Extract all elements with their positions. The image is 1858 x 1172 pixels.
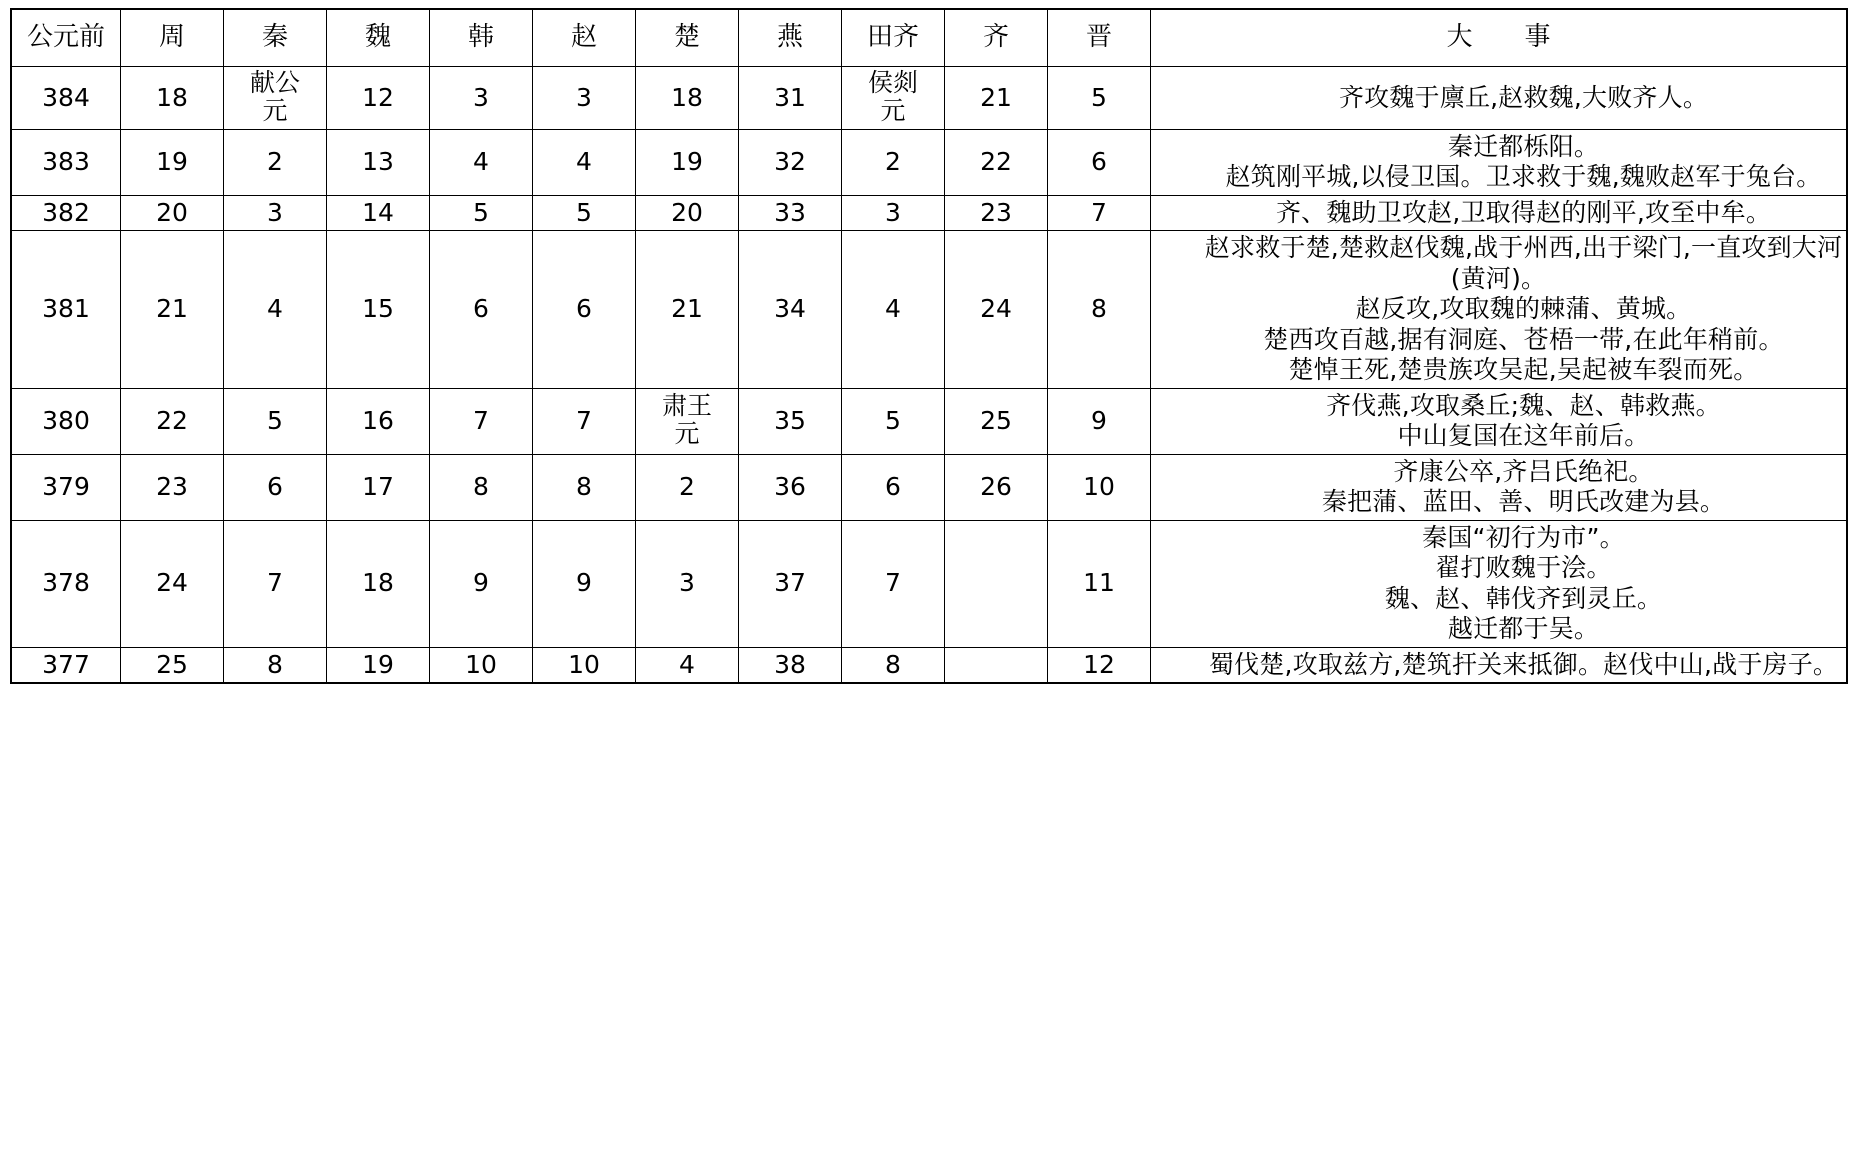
- cell-jin: 7: [1048, 195, 1151, 231]
- cell-zhou: 19: [121, 129, 224, 195]
- event-line: 越迁都于吴。: [1447, 614, 1600, 643]
- chronology-table: [10, 8, 1848, 684]
- cell-zhao: 8: [533, 454, 636, 520]
- cell-qi: [945, 520, 1048, 647]
- table-row: [11, 520, 1847, 647]
- cell-wei: 19: [327, 647, 430, 683]
- cell-jin: 8: [1048, 231, 1151, 389]
- cell-wei: 16: [327, 388, 430, 454]
- cell-han: 8: [430, 454, 533, 520]
- event-line: 齐伐燕,攻取桑丘;魏、赵、韩救燕。: [1326, 390, 1721, 420]
- cell-zhao: 3: [533, 67, 636, 130]
- cell-qin: 7: [224, 520, 327, 647]
- cell-zhou: 21: [121, 231, 224, 389]
- cell-zhou: 24: [121, 520, 224, 647]
- cell-chu: 4: [636, 647, 739, 683]
- cell-events: [1151, 454, 1848, 520]
- table-row: [11, 647, 1847, 683]
- cell-jin: 5: [1048, 67, 1151, 130]
- event-line: 秦把蒲、蓝田、善、明氏改建为县。: [1321, 487, 1726, 516]
- cell-yan: 38: [739, 647, 842, 683]
- table-row: [11, 129, 1847, 195]
- cell-events: [1151, 520, 1848, 647]
- table-row: [11, 67, 1847, 130]
- column-header-qin: 秦: [224, 9, 327, 67]
- cell-qin: 8: [224, 647, 327, 683]
- column-header-wei: 魏: [327, 9, 430, 67]
- header-row: [11, 9, 1847, 67]
- table-body: [11, 67, 1847, 684]
- cell-events: [1151, 129, 1848, 195]
- column-header-zhou: 周: [121, 9, 224, 67]
- event-line: 蜀伐楚,攻取兹方,楚筑扞关来抵御。赵伐中山,战于房子。: [1208, 649, 1839, 679]
- table-row: [11, 231, 1847, 389]
- cell-wei: 15: [327, 231, 430, 389]
- column-header-zhao: 赵: [533, 9, 636, 67]
- cell-wei: 18: [327, 520, 430, 647]
- cell-events: [1151, 67, 1848, 130]
- cell-han: 3: [430, 67, 533, 130]
- cell-events: [1151, 195, 1848, 231]
- cell-zhao: 6: [533, 231, 636, 389]
- event-line: 魏、赵、韩伐齐到灵丘。: [1384, 583, 1663, 613]
- cell-jin: 6: [1048, 129, 1151, 195]
- event-line: 齐、魏助卫攻赵,卫取得赵的刚平,攻至中牟。: [1275, 197, 1772, 227]
- cell-han: 4: [430, 129, 533, 195]
- column-header-han: 韩: [430, 9, 533, 67]
- event-line: 中山复国在这年前后。: [1397, 421, 1650, 450]
- cell-year: 383: [11, 129, 121, 195]
- cell-jin: 11: [1048, 520, 1151, 647]
- cell-chu: 20: [636, 195, 739, 231]
- column-header-yan: 燕: [739, 9, 842, 67]
- cell-tianqi: 7: [842, 520, 945, 647]
- cell-zhou: 25: [121, 647, 224, 683]
- event-line: 楚悼王死,楚贵族攻吴起,吴起被车裂而死。: [1288, 355, 1759, 384]
- event-line: 赵求救于楚,楚救赵伐魏,战于州西,出于梁门,一直攻到大河(黄河)。: [1204, 233, 1843, 293]
- cell-yan: 36: [739, 454, 842, 520]
- event-line: 齐康公卒,齐吕氏绝祀。: [1393, 456, 1654, 486]
- cell-wei: 17: [327, 454, 430, 520]
- cell-tianqi: 2: [842, 129, 945, 195]
- table-row: [11, 195, 1847, 231]
- cell-qin: 4: [224, 231, 327, 389]
- event-line: 秦国“初行为市”。: [1422, 522, 1625, 552]
- cell-tianqi: 3: [842, 195, 945, 231]
- cell-chu: 19: [636, 129, 739, 195]
- column-header-qi: 齐: [945, 9, 1048, 67]
- cell-han: 6: [430, 231, 533, 389]
- event-line: 赵反攻,攻取魏的棘蒲、黄城。: [1355, 294, 1692, 323]
- cell-han: 5: [430, 195, 533, 231]
- cell-qi: [945, 647, 1048, 683]
- cell-tianqi: 6: [842, 454, 945, 520]
- column-header-jin: 晋: [1048, 9, 1151, 67]
- cell-qin: 2: [224, 129, 327, 195]
- cell-year: 379: [11, 454, 121, 520]
- cell-year: 382: [11, 195, 121, 231]
- table-row: [11, 454, 1847, 520]
- cell-year: 384: [11, 67, 121, 130]
- column-header-era: 公元前: [11, 9, 121, 67]
- cell-zhou: 23: [121, 454, 224, 520]
- cell-year: 377: [11, 647, 121, 683]
- cell-qi: 21: [945, 67, 1048, 130]
- cell-tianqi: 5: [842, 388, 945, 454]
- cell-yan: 32: [739, 129, 842, 195]
- cell-events: [1151, 388, 1848, 454]
- cell-events: [1151, 647, 1848, 683]
- cell-qin: 6: [224, 454, 327, 520]
- cell-year: 378: [11, 520, 121, 647]
- cell-zhou: 22: [121, 388, 224, 454]
- event-line: 翟打败魏于浍。: [1435, 553, 1612, 582]
- cell-yan: 37: [739, 520, 842, 647]
- event-line: 齐攻魏于廪丘,赵救魏,大败齐人。: [1338, 82, 1709, 112]
- cell-chu: 3: [636, 520, 739, 647]
- cell-zhao: 5: [533, 195, 636, 231]
- cell-yan: 35: [739, 388, 842, 454]
- cell-wei: 13: [327, 129, 430, 195]
- cell-yan: 31: [739, 67, 842, 130]
- cell-zhou: 20: [121, 195, 224, 231]
- cell-zhao: 4: [533, 129, 636, 195]
- cell-yan: 34: [739, 231, 842, 389]
- cell-qin: 3: [224, 195, 327, 231]
- cell-zhao: 10: [533, 647, 636, 683]
- cell-wei: 14: [327, 195, 430, 231]
- event-line: 楚西攻百越,据有洞庭、苍梧一带,在此年稍前。: [1263, 324, 1784, 354]
- cell-wei: 12: [327, 67, 430, 130]
- cell-qi: 26: [945, 454, 1048, 520]
- cell-han: 7: [430, 388, 533, 454]
- cell-tianqi: 4: [842, 231, 945, 389]
- cell-zhao: 7: [533, 388, 636, 454]
- cell-chu: 21: [636, 231, 739, 389]
- cell-tianqi: 8: [842, 647, 945, 683]
- cell-qi: 23: [945, 195, 1048, 231]
- cell-han: 10: [430, 647, 533, 683]
- cell-year: 380: [11, 388, 121, 454]
- cell-jin: 12: [1048, 647, 1151, 683]
- cell-qi: 25: [945, 388, 1048, 454]
- cell-zhou: 18: [121, 67, 224, 130]
- cell-qin: 献公元: [224, 67, 327, 130]
- cell-year: 381: [11, 231, 121, 389]
- cell-tianqi: 侯剡元: [842, 67, 945, 130]
- cell-events: [1151, 231, 1848, 389]
- cell-qi: 22: [945, 129, 1048, 195]
- cell-chu: 肃王元: [636, 388, 739, 454]
- cell-chu: 18: [636, 67, 739, 130]
- cell-jin: 9: [1048, 388, 1151, 454]
- table-header: [11, 9, 1847, 67]
- table-row: [11, 388, 1847, 454]
- event-line: 秦迁都栎阳。: [1447, 131, 1600, 161]
- cell-zhao: 9: [533, 520, 636, 647]
- cell-qi: 24: [945, 231, 1048, 389]
- column-header-events: 大 事: [1151, 9, 1848, 67]
- cell-han: 9: [430, 520, 533, 647]
- cell-chu: 2: [636, 454, 739, 520]
- cell-qin: 5: [224, 388, 327, 454]
- cell-yan: 33: [739, 195, 842, 231]
- event-line: 赵筑刚平城,以侵卫国。卫求救于魏,魏败赵军于兔台。: [1225, 162, 1822, 191]
- cell-jin: 10: [1048, 454, 1151, 520]
- column-header-tianqi: 田齐: [842, 9, 945, 67]
- column-header-chu: 楚: [636, 9, 739, 67]
